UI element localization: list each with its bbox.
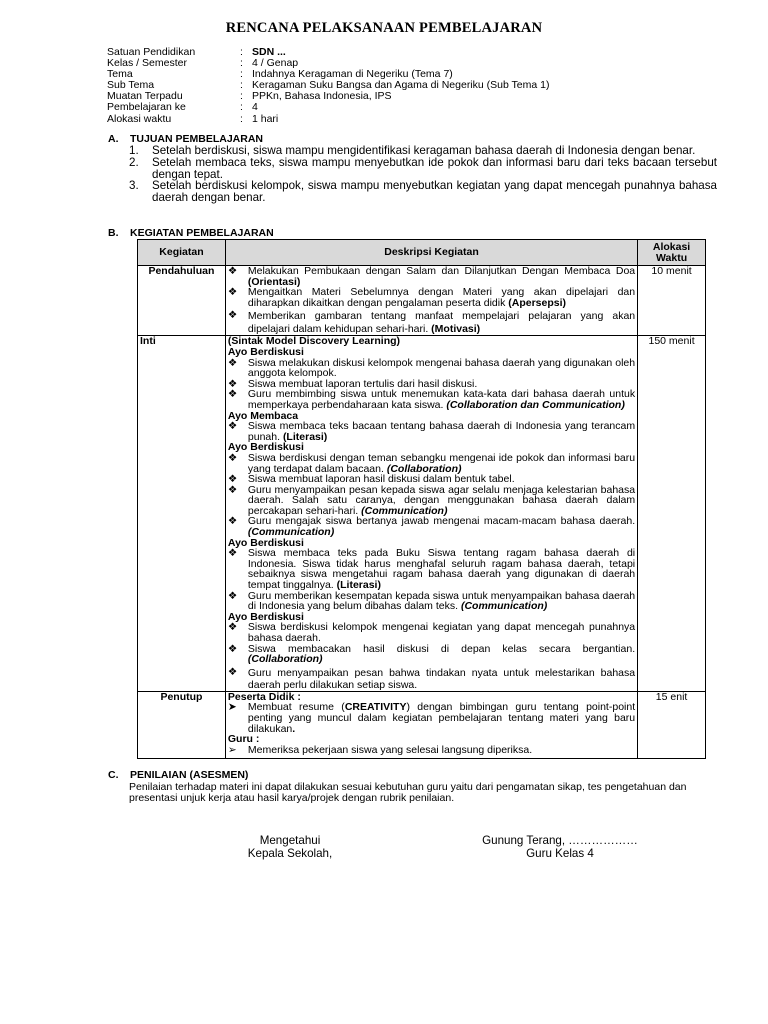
item-text: Siswa melakukan diskusi kelompok mengenai bahasa daerah yang digunakan oleh anggota kelompok. (247, 356, 636, 380)
item-tag: (Motivasi) (431, 322, 481, 335)
item-text: Guru menyampaikan pesan kepada siswa agar selalu menjaga kelestarian bahasa daerah. Salah satu caranya, dengan menggunakan bahasa daerah dalam percakapan sehari-hari. (247, 483, 636, 517)
row-time: 150 menit (638, 336, 706, 691)
meta-colon: : (240, 68, 243, 81)
item-text: Guru mengajak siswa bertanya jawab mengenai macam-macam bahasa daerah. (247, 515, 636, 528)
list-item (228, 548, 635, 590)
diamond-bullet-icon: ❖ (227, 589, 238, 602)
item-text: Memeriksa pekerjaan siswa yang selesai langsung diperiksa. (247, 743, 533, 756)
peserta-heading: Peserta Didik : (227, 690, 301, 703)
header-deskripsi: Deskripsi Kegiatan (225, 240, 637, 266)
subsection-heading: Ayo Berdiskusi (227, 610, 304, 623)
diamond-bullet-icon: ❖ (227, 377, 238, 390)
signature-left (210, 834, 370, 860)
subsection-heading: Ayo Berdiskusi (227, 441, 304, 454)
item-text: Guru memberikan kesempatan kepada siswa untuk menyampaikan bahasa daerah di Indonesia yang belum dibahas dalam teks. (247, 589, 636, 613)
header-alokasi (638, 240, 706, 266)
list-item (228, 266, 635, 287)
arrow-bullet-icon: ➢ (227, 743, 237, 756)
signature-left-line1: Mengetahui (259, 834, 321, 847)
meta-label: Kelas / Semester (107, 57, 187, 70)
item-text: Guru menyampaikan pesan bahwa tindakan nyata untuk melestarikan bahasa daerah perlu dilakukan setiap siswa. (247, 666, 636, 691)
diamond-bullet-icon: ❖ (227, 483, 238, 496)
item-tag: (Collaboration) (386, 462, 462, 475)
goals-list (129, 145, 717, 204)
goal-number: 1. (129, 144, 139, 157)
arrow-bullet-icon: ➤ (227, 701, 237, 714)
subsection-heading: Ayo Berdiskusi (227, 536, 304, 549)
assessment-text: Penilaian terhadap materi ini dapat dilakukan sesuai kebutuhan guru yaitu dari pengamatan sikap, tes pengetahuan dan presentasi unjuk kerja atau hasil karya/projek dengan rubrik penilaian. (129, 781, 687, 804)
item-text: Siswa berdiskusi dengan teman sebangku mengenai ide pokok dan informasi baru yang terdapat dalam bacaan. (247, 451, 636, 475)
model-heading: (Sintak Model Discovery Learning) (227, 335, 401, 348)
item-emphasis: CREATIVITY (344, 701, 407, 714)
diamond-bullet-icon: ❖ (227, 547, 238, 560)
meta-colon: : (240, 46, 243, 58)
item-text: Melakukan Pembukaan dengan Salam dan Dilanjutkan Dengan Membaca Doa (247, 265, 636, 277)
list-item (228, 358, 635, 379)
subsection-heading: Ayo Berdiskusi (227, 345, 304, 358)
diamond-bullet-icon: ❖ (227, 388, 238, 401)
meta-value: Keragaman Suku Bangsa dan Agama di Negeriku (Sub Tema 1) (252, 79, 550, 92)
goal-item (129, 157, 717, 181)
list-item (228, 310, 635, 335)
list-item (228, 516, 635, 537)
row-description (225, 266, 637, 336)
meta-label: Sub Tema (107, 79, 155, 92)
meta-colon: : (240, 112, 243, 125)
signature-right (460, 834, 660, 860)
meta-value: PPKn, Bahasa Indonesia, IPS (252, 90, 392, 103)
item-text: Siswa membuat laporan hasil diskusi dalam bentuk tabel. (247, 473, 515, 486)
diamond-bullet-icon: ❖ (227, 265, 238, 277)
row-label: Penutup (138, 691, 226, 759)
meta-row (107, 102, 550, 113)
row-time: 10 menit (638, 266, 706, 336)
item-tag: (Literasi) (282, 430, 328, 443)
section-letter: B. (108, 227, 119, 239)
meta-value: SDN ... (252, 46, 286, 58)
item-tag: (Collaboration) (247, 653, 323, 666)
section-letter: A. (108, 133, 119, 145)
item-text: Mengaitkan Materi Sebelumnya dengan Materi yang akan dipelajari dan diharapkan dikaitkan dengan pengalaman peserta didik (247, 286, 636, 309)
meta-label: Satuan Pendidikan (107, 46, 196, 58)
row-label: Pendahuluan (138, 266, 226, 336)
document-title: RENCANA PELAKSANAAN PEMBELAJARAN (225, 20, 543, 36)
item-text: Siswa membaca teks pada Buku Siswa tentang ragam bahasa daerah di Indonesia. Siswa tidak harus menghafal seluruh ragam bahasa daerah, tetapi sebaiknya siswa mengetahui ragam bahasa daerah yang digunakan di daerah tempat tinggalnya. (247, 547, 636, 592)
activities-table (137, 239, 706, 759)
list-item (228, 287, 635, 308)
meta-value: 4 / Genap (252, 57, 299, 70)
item-tag: (Communication) (247, 526, 335, 539)
meta-value: 4 (252, 101, 258, 114)
item-tag: (Communication) (361, 504, 448, 517)
header-kegiatan: Kegiatan (138, 240, 226, 266)
list-item (228, 389, 635, 410)
section-title: PENILAIAN (ASESMEN) (130, 769, 249, 781)
diamond-bullet-icon: ❖ (227, 473, 238, 486)
list-item (228, 453, 635, 474)
row-time: 15 enit (638, 691, 706, 759)
meta-colon: : (240, 57, 243, 70)
item-text: Siswa membuat laporan tertulis dari hasil diskusi. (247, 377, 478, 390)
item-text: Memberikan gambaran tentang manfaat mempelajari pelajaran yang akan dipelajari dalam kehidupan sehari-hari. (247, 310, 636, 335)
diamond-bullet-icon: ❖ (227, 309, 238, 322)
row-label: Inti (138, 336, 226, 691)
goal-item (129, 180, 717, 204)
meta-value: Indahnya Keragaman di Negeriku (Tema 7) (252, 68, 453, 81)
goal-text: Setelah berdiskusi kelompok, siswa mampu menyebutkan kegiatan yang dapat mencegah punahnya bahasa daerah dengan benar. (152, 179, 717, 205)
table-header-row (138, 240, 706, 266)
identity-block (107, 47, 550, 125)
section-title: KEGIATAN PEMBELAJARAN (130, 227, 274, 239)
meta-colon: : (240, 79, 243, 92)
list-item (228, 667, 635, 691)
signature-right-line1: Gunung Terang, ……………… (482, 834, 638, 847)
item-text: Membuat resume ( (247, 701, 345, 714)
table-row-pendahuluan (138, 266, 706, 336)
item-tag: (Collaboration dan Communication) (446, 398, 625, 411)
list-item (228, 622, 635, 643)
section-title: TUJUAN PEMBELAJARAN (130, 133, 264, 145)
item-tag: (Apersepsi) (508, 296, 567, 309)
diamond-bullet-icon: ❖ (227, 286, 238, 299)
goal-number: 2. (129, 155, 139, 169)
meta-row (107, 114, 550, 125)
signature-left-line2: Kepala Sekolah, (247, 847, 333, 861)
diamond-bullet-icon: ❖ (227, 621, 238, 634)
item-text: Siswa berdiskusi kelompok mengenai kegiatan yang dapat mencegah punahnya bahasa daerah. (247, 621, 636, 644)
header-alokasi-line2: Waktu (656, 251, 688, 264)
guru-heading: Guru : (227, 733, 260, 746)
item-tag: (Orientasi) (247, 275, 301, 288)
header-alokasi-line1: Alokasi (652, 240, 691, 253)
table-row-inti (138, 336, 706, 691)
row-description (225, 336, 637, 691)
list-item (228, 421, 635, 442)
list-item (228, 745, 635, 756)
item-tag: (Communication) (460, 600, 548, 613)
meta-label: Pembelajaran ke (107, 101, 186, 114)
section-letter: C. (108, 769, 119, 781)
list-item (228, 702, 635, 734)
diamond-bullet-icon: ❖ (227, 420, 238, 433)
list-item (228, 644, 635, 665)
meta-label: Alokasi waktu (107, 112, 172, 125)
diamond-bullet-icon: ❖ (227, 356, 238, 369)
meta-colon: : (240, 90, 243, 103)
goal-text: Setelah membaca teks, siswa mampu menyebutkan ide pokok dan informasi baru dari teks bacaan tersebut dengan tepat. (152, 155, 717, 181)
row-description (225, 691, 637, 759)
item-tag: (Literasi) (336, 579, 381, 592)
diamond-bullet-icon: ❖ (227, 665, 238, 678)
table-row-penutup (138, 691, 706, 759)
item-end: . (292, 722, 296, 735)
meta-colon: : (240, 101, 243, 114)
diamond-bullet-icon: ❖ (227, 451, 238, 464)
item-text: ) dengan bimbingan guru tentang point-point penting yang muncul dalam kegiatan pembelajaran tentang materi yang baru dilakukan (247, 701, 636, 735)
item-text: Guru membimbing siswa untuk menemukan kata-kata dari bahasa daerah untuk memperkaya perbendaharaan kata siswa. (247, 388, 636, 411)
diamond-bullet-icon: ❖ (227, 642, 238, 655)
meta-label: Muatan Terpadu (107, 90, 183, 103)
subsection-heading: Ayo Membaca (227, 409, 299, 422)
section-b-heading (108, 227, 274, 239)
meta-label: Tema (107, 68, 133, 81)
item-text: Siswa membaca teks bacaan tentang bahasa daerah di Indonesia yang terancam punah. (247, 420, 636, 443)
list-item (228, 485, 635, 517)
item-text: Siswa membacakan hasil diskusi di depan kelas secara bergantian. (247, 642, 636, 655)
meta-value: 1 hari (252, 112, 279, 125)
goal-text: Setelah berdiskusi, siswa mampu mengidentifikasi keragaman bahasa daerah di Indonesia dengan benar. (152, 144, 696, 157)
signature-right-line2: Guru Kelas 4 (526, 847, 594, 861)
list-item (228, 591, 635, 612)
goal-number: 3. (129, 179, 139, 193)
diamond-bullet-icon: ❖ (227, 515, 238, 528)
section-c-heading (108, 769, 248, 781)
